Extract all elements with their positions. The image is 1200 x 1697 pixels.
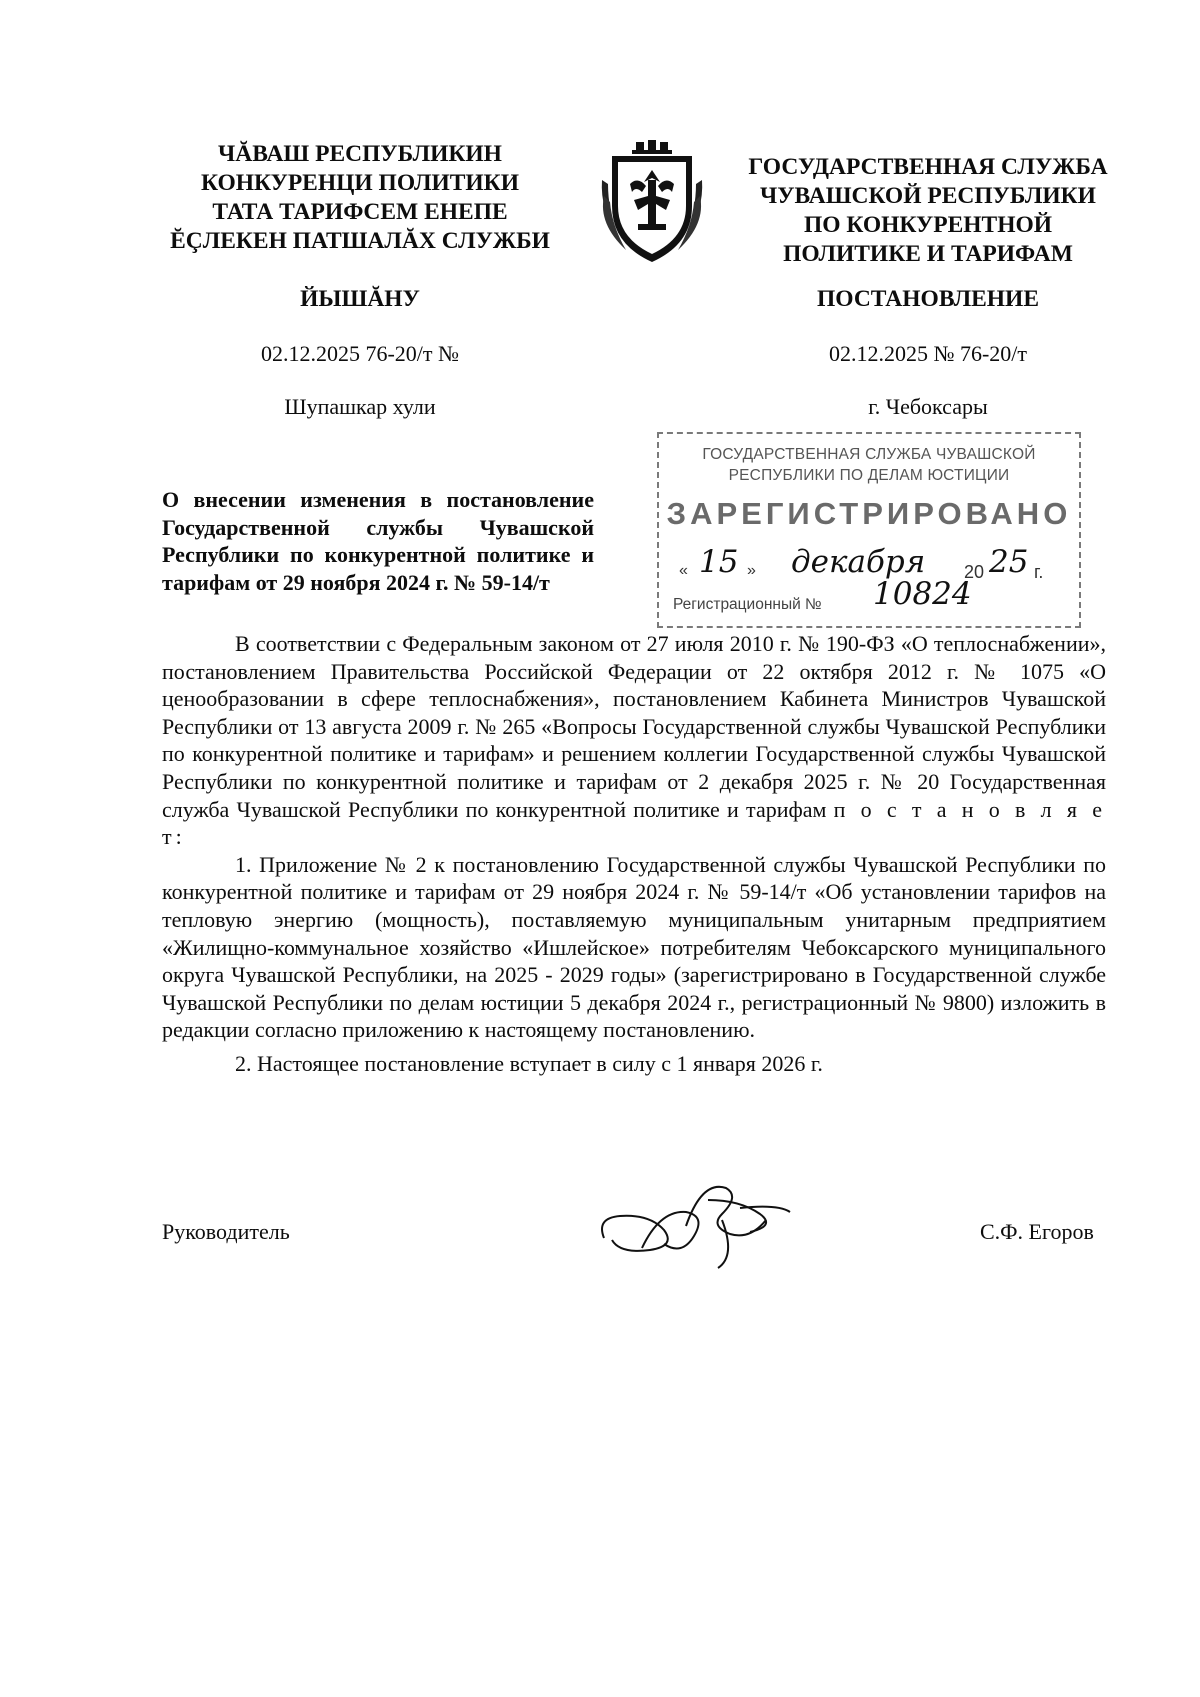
preamble-text: В соответствии с Федеральным законом от 27 июля 2010 г. № 190-ФЗ «О теплоснабжении», постановлением Правительства Российской Федерации от 22 октября 2012 г. № 1075 «О ценообразовании в сфере теплоснабжения», постановлением Кабинета Министров Чувашской Республики от 13 августа 2009 г. № 265 «Вопросы Государственной службы Чувашской Республики по конкурентной политике и тарифам» и решением коллегии Государственной службы Чувашской Республики по конкурентной политике и тарифам от 2 декабря 2025 г. № 20 Государственная служба Чувашской Республики по конкурентной политике и тарифам [162, 631, 1106, 822]
registration-stamp [657, 432, 1081, 628]
doc-type-chuvash: ЙЫШĂНУ [300, 286, 420, 312]
header-left-org [150, 140, 570, 256]
stamp-year-prefix: 20 [964, 562, 985, 582]
signer-name: С.Ф. Егоров [980, 1219, 1094, 1244]
header-right-line: ГОСУДАРСТВЕННАЯ СЛУЖБА [748, 154, 1108, 180]
stamp-day: 15 [699, 544, 739, 580]
header-right-line: ЧУВАШСКОЙ РЕСПУБЛИКИ [760, 183, 1096, 209]
signer-title: Руководитель [162, 1219, 290, 1244]
quote-close-icon: » [747, 562, 756, 579]
city-russian: г. Чебоксары [868, 394, 988, 419]
stamp-year-suffix: 25 [989, 544, 1029, 580]
decree-word: п о с т а н о в л я е т: [162, 796, 1106, 850]
chuvash-emblem-icon [598, 140, 706, 266]
stamp-registration [673, 576, 1073, 614]
header-right-line: ПО КОНКУРЕНТНОЙ [803, 212, 1053, 238]
header-left-line: КОНКУРЕНЦИ ПОЛИТИКИ [200, 170, 520, 196]
city-chuvash: Шупашкар хули [284, 394, 436, 419]
stamp-org-line: РЕСПУБЛИКИ ПО ДЕЛАМ ЮСТИЦИИ [728, 467, 1010, 484]
document-body [162, 630, 1106, 1078]
paragraph-item-2: 2. Настоящее постановление вступает в силу с 1 января 2026 г. [235, 1050, 823, 1076]
header-left-line: ЧĂВАШ РЕСПУБЛИКИН [218, 141, 502, 167]
handwritten-signature [590, 1160, 800, 1280]
paragraph-item-1: 1. Приложение № 2 к постановлению Государственной службы Чувашской Республики по конкурентной политике и тарифам от 29 ноября 2024 г. № 59-14/т «Об установлении тарифов на тепловую энергию (мощность), поставляемую муниципальным унитарным предприятием «Жилищно-коммунальное хозяйство «Ишлейское» потребителям Чебоксарского муниципального округа Чувашской Республики, на 2025 - 2029 годы» (зарегистрировано в Государственной службе Чувашской Республики по делам юстиции 5 декабря 2024 г., регистрационный № 9800) изложить в редакции согласно приложению к настоящему постановлению. [162, 851, 1106, 1043]
paragraph-preamble [162, 630, 1106, 851]
doc-type-russian: ПОСТАНОВЛЕНИЕ [816, 286, 1040, 312]
header-right-line: ПОЛИТИКЕ И ТАРИФАМ [783, 241, 1073, 267]
stamp-reg-label: Регистрационный № [673, 596, 822, 613]
header-left-line: ТАТА ТАРИФСЕМ ЕНЕПЕ [212, 199, 508, 225]
date-number-russian: 02.12.2025 № 76-20/т [828, 341, 1028, 366]
stamp-organization [659, 444, 1079, 486]
header-right-org [728, 153, 1128, 269]
document-title: О внесении изменения в постановление Государственной службы Чувашской Республики по конкурентной политике и тарифам от 29 ноября 2024 г. № 59-14/т [162, 487, 594, 595]
stamp-year-unit: г. [1034, 562, 1044, 582]
quote-open-icon: « [679, 562, 688, 579]
stamp-status: ЗАРЕГИСТРИРОВАНО [666, 496, 1072, 531]
stamp-month: декабря [791, 544, 926, 580]
header-left-line: ĔÇЛЕКЕН ПАТШАЛĂХ СЛУЖБИ [170, 228, 550, 254]
stamp-org-line: ГОСУДАРСТВЕННАЯ СЛУЖБА ЧУВАШСКОЙ [702, 446, 1036, 463]
date-number-chuvash: 02.12.2025 76-20/т № [260, 341, 460, 366]
stamp-reg-number: 10824 [873, 576, 972, 612]
